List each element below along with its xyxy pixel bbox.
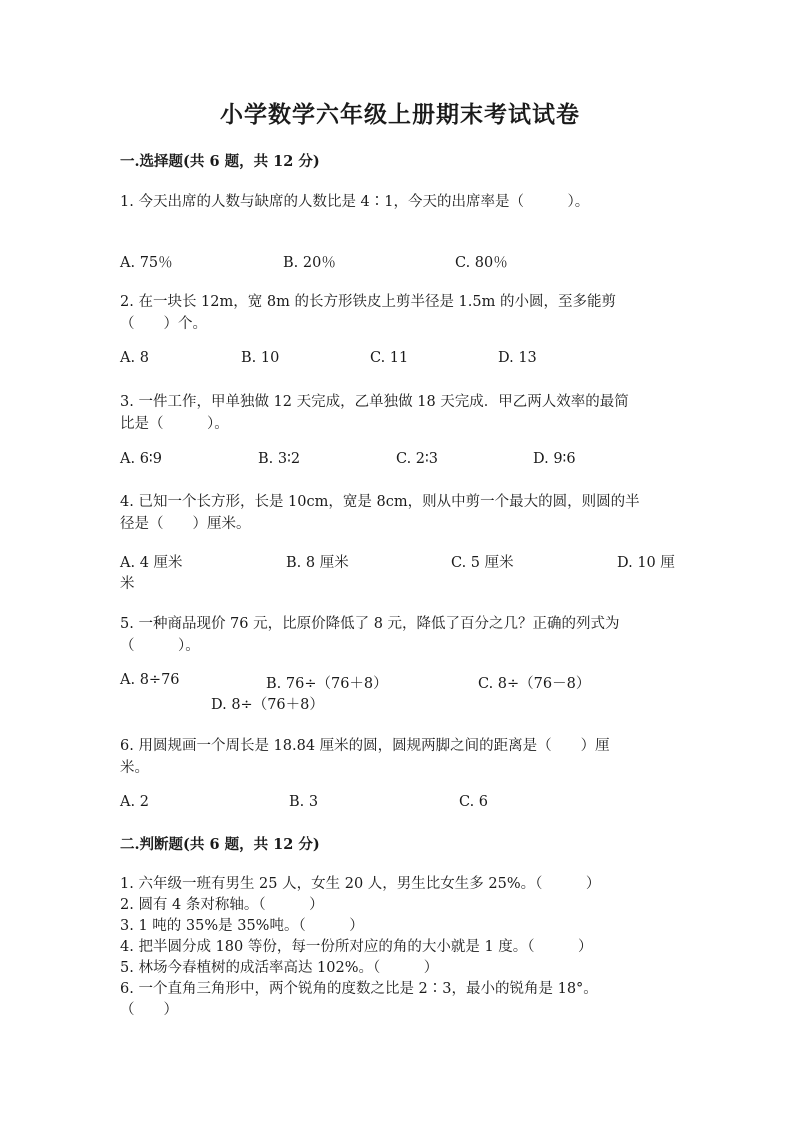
judge-item-6-wrap: （ ） [120, 1002, 178, 1018]
q3-option-a: A. 6∶9 [120, 451, 162, 467]
q3-option-b: B. 3∶2 [258, 451, 301, 467]
q5-option-b: B. 76÷（76＋8） [266, 676, 388, 692]
q2-option-b: B. 10 [241, 350, 280, 366]
judge-item-1: 1. 六年级一班有男生 25 人，女生 20 人，男生比女生多 25%。（ ） [120, 876, 601, 892]
q5-option-a: A. 8÷76 [120, 672, 180, 688]
q5-option-d: D. 8÷（76＋8） [211, 697, 324, 713]
q4-option-d: D. 10 厘 [617, 555, 675, 571]
section-heading-judge: 二.判断题(共 6 题，共 12 分) [120, 836, 320, 853]
question-4-line1: 4. 已知一个长方形，长是 10cm，宽是 8cm，则从中剪一个最大的圆，则圆的半 [120, 494, 640, 510]
q4-option-a: A. 4 厘米 [120, 555, 183, 571]
question-6-line1: 6. 用圆规画一个周长是 18.84 厘米的圆，圆规两脚之间的距离是（ ）厘 [120, 738, 610, 754]
q5-option-c: C. 8÷（76－8） [478, 676, 591, 692]
judge-item-5: 5. 林场今春植树的成活率高达 102%。（ ） [120, 960, 439, 976]
q4-option-d-wrap: 米 [120, 576, 135, 592]
page-title: 小学数学六年级上册期末考试试卷 [220, 101, 580, 128]
judge-item-4: 4. 把半圆分成 180 等份，每一份所对应的角的大小就是 1 度。（ ） [120, 939, 593, 955]
q4-option-b: B. 8 厘米 [286, 555, 349, 571]
q6-option-b: B. 3 [289, 794, 319, 810]
question-5-line2: （ ）。 [120, 638, 200, 654]
q6-option-a: A. 2 [120, 794, 149, 810]
q4-option-c: C. 5 厘米 [451, 555, 514, 571]
question-2-line2: （ ）个。 [120, 316, 207, 332]
q2-option-d: D. 13 [498, 350, 537, 366]
judge-item-3: 3. 1 吨的 35%是 35%吨。（ ） [120, 918, 364, 934]
q6-option-c: C. 6 [459, 794, 489, 810]
q1-option-c: C. 80％ [455, 255, 508, 271]
section-heading-choice: 一.选择题(共 6 题，共 12 分) [120, 153, 320, 170]
q1-option-b: B. 20％ [283, 255, 336, 271]
q3-option-c: C. 2∶3 [396, 451, 439, 467]
q2-option-c: C. 11 [370, 350, 409, 366]
question-3-line2: 比是（ ）。 [120, 416, 229, 432]
question-1-text: 1. 今天出席的人数与缺席的人数比是 4∶1，今天的出席率是（ ）。 [120, 194, 590, 210]
q2-option-a: A. 8 [120, 350, 149, 366]
question-5-line1: 5. 一种商品现价 76 元，比原价降低了 8 元，降低了百分之几？正确的列式为 [120, 616, 620, 632]
judge-item-6: 6. 一个直角三角形中，两个锐角的度数之比是 2∶3，最小的锐角是 18°。 [120, 981, 598, 997]
q1-option-a: A. 75％ [120, 255, 173, 271]
question-3-line1: 3. 一件工作，甲单独做 12 天完成，乙单独做 18 天完成．甲乙两人效率的最简 [120, 394, 629, 410]
judge-item-2: 2. 圆有 4 条对称轴。（ ） [120, 897, 324, 913]
q3-option-d: D. 9∶6 [533, 451, 576, 467]
question-4-line2: 径是（ ）厘米。 [120, 516, 251, 532]
question-2-line1: 2. 在一块长 12m，宽 8m 的长方形铁皮上剪半径是 1.5m 的小圆，至多能剪 [120, 294, 616, 310]
question-6-line2: 米。 [120, 760, 149, 776]
